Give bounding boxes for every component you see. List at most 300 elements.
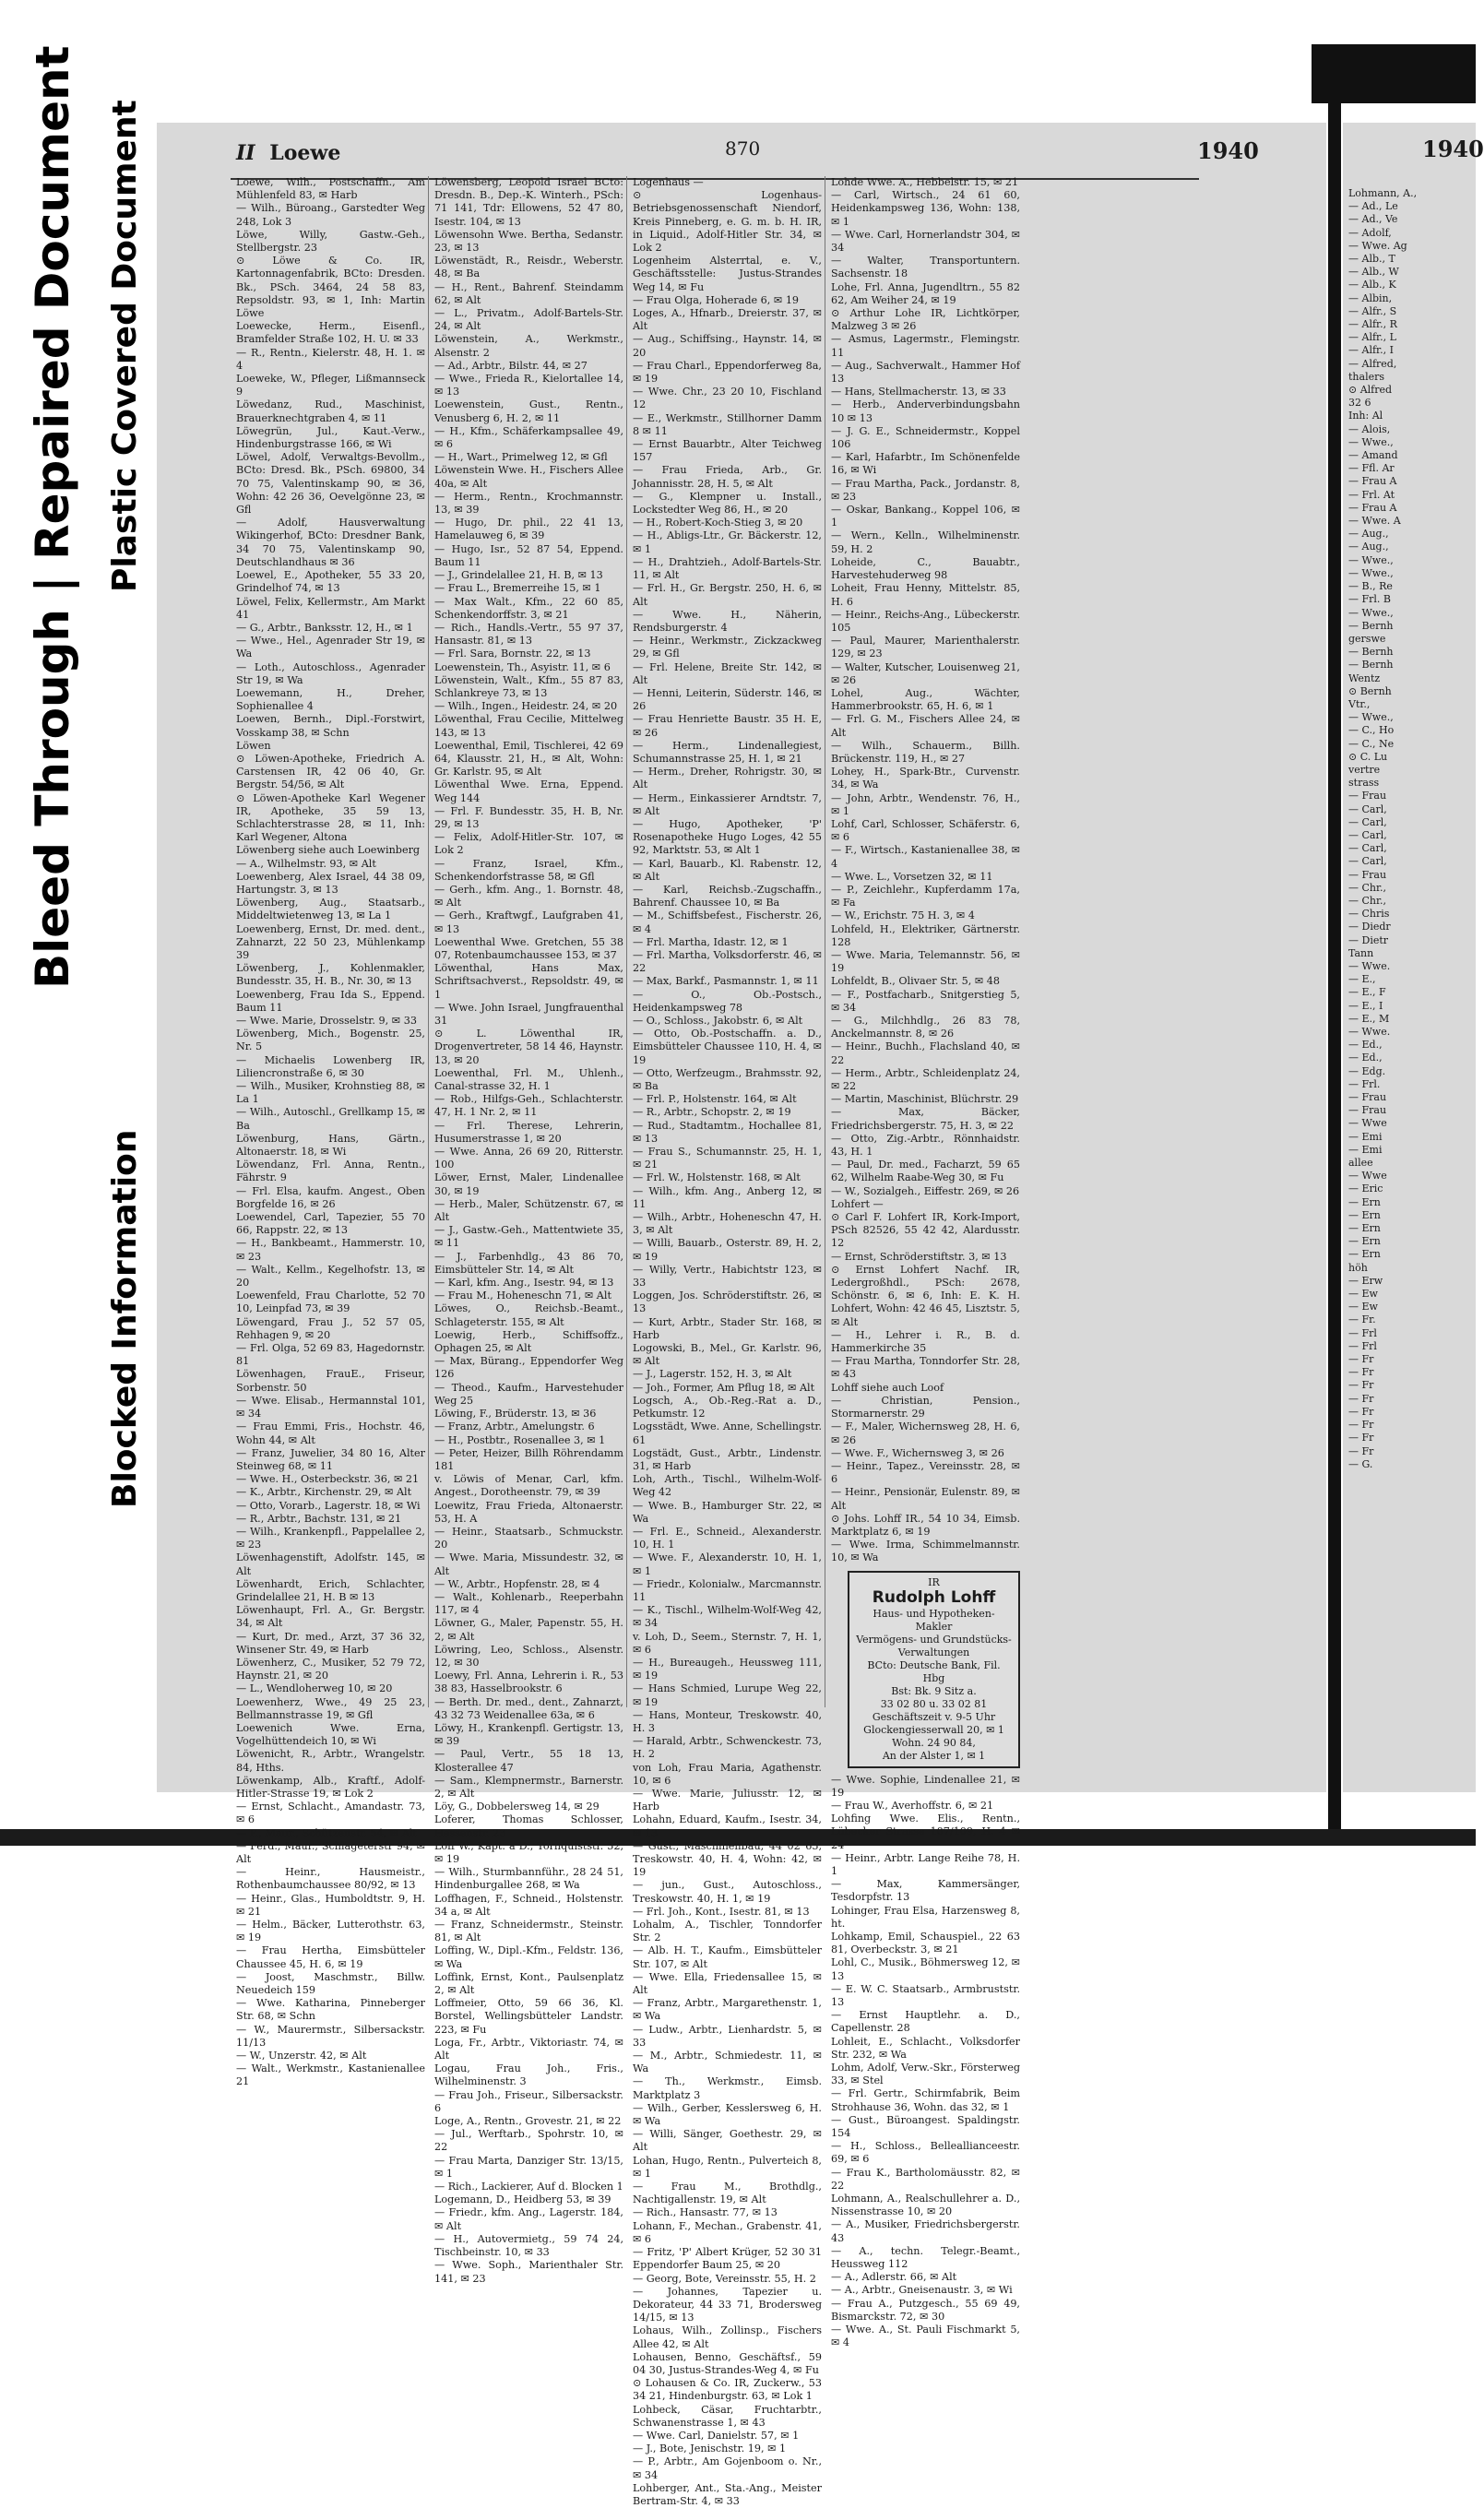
- adjacent-page-line: — Fr: [1348, 1419, 1374, 1432]
- directory-entry: Loewenherz, Wwe., 49 25 23, Bellmannstrasse 19, ✉ Gfl: [236, 1695, 425, 1721]
- directory-entry: — A., Musiker, Friedrichsbergerstr. 43: [831, 2218, 1020, 2244]
- advertisement-title: Rudolph Lohff: [872, 1587, 996, 1607]
- directory-entry: — Wilh., kfm. Ang., Anberg 12, ✉ 11: [633, 1184, 822, 1210]
- adjacent-page-line: — Emi: [1348, 1130, 1383, 1143]
- directory-entry: — Herm., Lindenallegiest, Schumannstrasse 25, H. 1, ✉ 21: [633, 739, 822, 765]
- directory-entry: — E., Werkmstr., Stillhorner Damm 8 ✉ 11: [633, 411, 822, 437]
- directory-entry: — Wwe. H., Näherin, Rendsburgerstr. 4: [633, 608, 822, 634]
- adjacent-page-line: — Wwe.: [1348, 1026, 1391, 1038]
- listing-column: [434, 176, 627, 2285]
- directory-entry: Logau, Frau Joh., Fris., Wilhelminenstr. 3: [434, 2062, 623, 2088]
- directory-entry: Loewemann, H., Dreher, Sophienallee 4: [236, 686, 425, 713]
- directory-entry: — Frl. Therese, Lehrerin, Husumerstrasse 1, ✉ 20: [434, 1119, 623, 1145]
- adjacent-page-line: — Bernh: [1348, 659, 1394, 672]
- directory-entry: — Frl. Gertr., Schirmfabrik, Beim Strohhause 36, Wohn. das 32, ✉ 1: [831, 2087, 1020, 2113]
- directory-entry: Löwel, Adolf, Verwaltgs-Bevollm., BCto: Dresd. Bk., PSch. 69800, 34 70 75, Valentinskamp 90, ✉ 36, Wohn: 42 26 36, Oevelgönne 23, ✉ Gfl: [236, 451, 425, 517]
- adjacent-page-line: — Carl,: [1348, 828, 1387, 841]
- directory-entry: Loffink, Ernst, Kont., Paulsenplatz 2, ✉ Alt: [434, 1970, 623, 1997]
- adjacent-page-line: — Alb., T: [1348, 253, 1395, 266]
- directory-entry: — Georg, Bote, Vereinsstr. 55, H. 2: [633, 2272, 816, 2285]
- directory-entry: Lohel, Aug., Wächter, Hammerbrookstr. 65, H. 6, ✉ 1: [831, 686, 1020, 713]
- directory-entry: — Karl, Reichsb.-Zugschaffn., Bahrenf. Chaussee 10, ✉ Ba: [633, 883, 822, 909]
- directory-entry: Logstädt, Gust., Arbtr., Lindenstr. 31, ✉ Harb: [633, 1446, 822, 1472]
- adjacent-page-line: — Alfr., I: [1348, 344, 1394, 357]
- directory-entry: — A., Adlerstr. 66, ✉ Alt: [831, 2271, 957, 2284]
- directory-entry: — H., Postbtr., Rosenallee 3, ✉ 1: [434, 1433, 606, 1446]
- advertisement-line: Glockengiesserwall 20, ✉ 1: [863, 1723, 1004, 1736]
- directory-entry: — jun., Gust., Autoschloss., Treskowstr. 40, H. 1, ✉ 19: [633, 1879, 822, 1905]
- directory-entry: — Frau K., Bartholomäusstr. 82, ✉ 22: [831, 2166, 1020, 2192]
- page-year: 1940: [1197, 137, 1259, 164]
- directory-entry: Loferer, Thomas Schlosser, Hessenstr. 23: [434, 1813, 623, 1839]
- directory-entry: — Gust., Maschinenbau, 44 02 65, Treskowstr. 40, H. 4, Wohn: 42, ✉ 19: [633, 1839, 822, 1879]
- directory-entry: Loges, A., Hfnarb., Dreierstr. 37, ✉ Alt: [633, 307, 822, 333]
- directory-entry: — Ernst Hauptlehr. a. D., Capellenstr. 28: [831, 2009, 1020, 2035]
- directory-entry: — Carl, Wirtsch., 24 61 60, Heidenkampsweg 136, Wohn: 138, ✉ 1: [831, 189, 1020, 228]
- adjacent-page-line: — Chr.,: [1348, 881, 1387, 894]
- directory-entry: — Wwe. John Israel, Jungfrauenthal 31: [434, 1001, 623, 1027]
- directory-entry: — Theod., Kaufm., Harvestehuder Weg 25: [434, 1381, 623, 1407]
- directory-entry: — Wwe., Frieda R., Kielortallee 14, ✉ 13: [434, 373, 623, 398]
- directory-entry: Lohl, C., Musik., Böhmersweg 12, ✉ 13: [831, 1956, 1020, 1982]
- adjacent-page-line: — Albin,: [1348, 291, 1393, 304]
- directory-entry: Lohleit, E., Schlacht., Volksdorfer Str. 232, ✉ Wa: [831, 2035, 1020, 2061]
- directory-entry: — R., Rentn., Kielerstr. 48, H. 1. ✉ 4: [236, 346, 425, 372]
- adjacent-page-line: — Ew: [1348, 1288, 1378, 1301]
- adjacent-page-line: — Wwe. Ag: [1348, 239, 1407, 252]
- directory-entry: ⊙ Löwe & Co. IR, Kartonnagenfabrik, BCto: Dresden. Bk., PSch. 3464, 24 58 83, Repsoldstr. 93, ✉ 1, Inh: Martin Löwe: [236, 255, 425, 320]
- directory-entry: — Wwe. Marie, Juliusstr. 12, ✉ Harb: [633, 1787, 822, 1813]
- directory-entry: Loge, A., Rentn., Grovestr. 21, ✉ 22: [434, 2115, 622, 2128]
- directory-entry: — Frau Olga, Hoherade 6, ✉ 19: [633, 293, 800, 306]
- advertisement-line: Wohn. 24 90 84,: [892, 1736, 976, 1749]
- directory-entry: — Karl, Bauarb., Kl. Rabenstr. 12, ✉ Alt: [633, 857, 822, 883]
- adjacent-page-line: — Ern: [1348, 1235, 1381, 1248]
- directory-entry: — Hans, Stellmacherstr. 13, ✉ 33: [831, 386, 1006, 398]
- directory-entry: — G., Klempner u. Install., Lockstedter Weg 86, H., ✉ 20: [633, 490, 822, 517]
- directory-entry: — Karl, Hafarbtr., Im Schönenfelde 16, ✉ Wi: [831, 451, 1020, 477]
- directory-entry: — Frau Martha, Pack., Jordanstr. 8, ✉ 23: [831, 477, 1020, 503]
- directory-entry: Lohberger, Ant., Sta.-Ang., Meister Bertram-Str. 4, ✉ 33: [633, 2481, 822, 2507]
- directory-entry: — L., Privatm., Adolf-Bartels-Str. 24, ✉ Alt: [434, 307, 623, 333]
- directory-entry: Logenhaus —: [633, 176, 704, 188]
- directory-entry: — Christian, Pension., Stormarnerstr. 29: [831, 1394, 1020, 1420]
- adjacent-page-line: — Ffl. Ar: [1348, 462, 1395, 475]
- adjacent-page-line: — Dietr: [1348, 933, 1389, 946]
- directory-entry: Löwenberg, J., Kohlenmakler, Bundesstr. 35, H. B., Nr. 30, ✉ 13: [236, 962, 425, 988]
- directory-entry: — Herb., Maler, Schützenstr. 67, ✉ Alt: [434, 1197, 623, 1224]
- directory-entry: — Walt., Werkmstr., Kastanienallee 21: [236, 2062, 425, 2088]
- directory-entry: Lohbeck, Cäsar, Fruchtarbtr., Schwanenstrasse 1, ✉ 43: [633, 2403, 822, 2429]
- directory-entry: — Wilh., Musiker, Krohnstieg 88, ✉ La 1: [236, 1080, 425, 1106]
- directory-entry: Loh, Arth., Tischl., Wilhelm-Wolf-Weg 42: [633, 1473, 822, 1499]
- directory-entry: — Wwe. Carl, Hornerlandstr 304, ✉ 34: [831, 228, 1020, 255]
- adjacent-page-line: — Eric: [1348, 1183, 1383, 1195]
- directory-entry: — Oskar, Bankang., Koppel 106, ✉ 1: [831, 504, 1020, 529]
- adjacent-page-line: — Frl.: [1348, 1077, 1381, 1090]
- directory-entry: v. Löwis of Menar, Carl, kfm. Angest., Dorotheenstr. 79, ✉ 39: [434, 1473, 623, 1499]
- directory-entry: Löwenherz, C., Musiker, 52 79 72, Haynstr. 21, ✉ 20: [236, 1656, 425, 1682]
- adjacent-page-line: — Bernh: [1348, 646, 1394, 659]
- directory-entry: — A., Arbtr., Gneisenaustr. 3, ✉ Wi: [831, 2284, 1013, 2297]
- directory-entry: — Friedr., Kolonialw., Marcmannstr. 11: [633, 1577, 822, 1603]
- directory-entry: — Wern., Kelln., Wilhelminenstr. 59, H. 2: [831, 529, 1020, 555]
- adjacent-page-line: — Frau: [1348, 1104, 1387, 1117]
- adjacent-page-line: — Ad., Le: [1348, 200, 1398, 213]
- directory-entry: — Karl, kfm. Ang., Isestr. 94, ✉ 13: [434, 1277, 614, 1290]
- directory-entry: Lohan, Hugo, Rentn., Pulverteich 8, ✉ 1: [633, 2154, 822, 2180]
- advertisement-line: IR: [928, 1575, 940, 1588]
- directory-entry: — H., Bureaugeh., Heussweg 111, ✉ 19: [633, 1656, 822, 1682]
- adjacent-page-line: — Chris: [1348, 908, 1390, 921]
- directory-entry: Löwenberg, Aug., Staatsarb., Middeltwietenweg 13, ✉ La 1: [236, 897, 425, 922]
- directory-entry: Lohey, H., Spark-Btr., Curvenstr. 34, ✉ Wa: [831, 766, 1020, 791]
- adjacent-page-year: 1940: [1422, 136, 1484, 162]
- directory-entry: — Frau Frieda, Arb., Gr. Johannisstr. 28, H. 5, ✉ Alt: [633, 464, 822, 490]
- adjacent-page-line: — Frl. At: [1348, 488, 1395, 501]
- adjacent-page-line: gerswe: [1348, 632, 1386, 645]
- directory-entry: — Frau L., Bremerreihe 15, ✉ 1: [434, 582, 601, 595]
- adjacent-page-line: — G.: [1348, 1457, 1373, 1470]
- directory-entry: — Max, Kammersänger, Tesdorpfstr. 13: [831, 1878, 1020, 1904]
- directory-entry: Lohaus, Wilh., Zollinsp., Fischers Allee 42, ✉ Alt: [633, 2324, 822, 2350]
- adjacent-page-line: — Ad., Ve: [1348, 213, 1398, 226]
- adjacent-page-line: vertre: [1348, 763, 1381, 776]
- directory-entry: ⊙ L. Löwenthal IR, Drogenvertreter, 58 14 46, Haynstr. 13, ✉ 20: [434, 1028, 623, 1066]
- directory-entry: Löwenthal Wwe. Erna, Eppend. Weg 144: [434, 779, 623, 804]
- adjacent-page-line: — Aug.,: [1348, 528, 1389, 541]
- adjacent-page-line: — Fr: [1348, 1432, 1374, 1444]
- directory-entry: — G., Arbtr., Banksstr. 12, H., ✉ 1: [236, 621, 413, 634]
- directory-entry: — Heinr., Hausmeistr., Rothenbaumchaussee 80/92, ✉ 13: [236, 1866, 425, 1892]
- adjacent-page-line: — Frau: [1348, 868, 1387, 881]
- directory-entry: — Paul, Dr. med., Facharzt, 59 65 62, Wilhelm Raabe-Weg 30, ✉ Fu: [831, 1159, 1020, 1184]
- directory-entry: — Frau Hertha, Eimsbütteler Chaussee 45, H. 6, ✉ 19: [236, 1944, 425, 1970]
- directory-entry: — J. G. E., Schneidermstr., Koppel 106: [831, 424, 1020, 451]
- directory-entry: — Frl. Martha, Volksdorferstr. 46, ✉ 22: [633, 948, 822, 975]
- directory-entry: — Franz, Schneidermstr., Steinstr. 81, ✉ Alt: [434, 1919, 623, 1944]
- advertisement-line: Geschäftszeit v. 9-5 Uhr: [872, 1710, 996, 1723]
- directory-entry: — Frl. H., Gr. Bergstr. 250, H. 6, ✉ Alt: [633, 582, 822, 608]
- adjacent-page-line: — Alfr., R: [1348, 318, 1397, 331]
- adjacent-page-line: — E.,: [1348, 973, 1376, 986]
- directory-entry: — Wwe. L., Vorsetzen 32, ✉ 11: [831, 870, 993, 883]
- directory-entry: Löwenkamp, Alb., Kraftf., Adolf-Hitler-Strasse 19, ✉ Lok 2: [236, 1774, 425, 1800]
- directory-entry: — Wwe. Chr., 23 20 10, Fischland 12: [633, 386, 822, 411]
- adjacent-page-line: Tann: [1348, 946, 1374, 959]
- directory-entry: — Paul, Maurer, Marienthalerstr. 129, ✉ 23: [831, 635, 1020, 660]
- directory-entry: — Paul, Vertr., 55 18 13, Klosterallee 47: [434, 1748, 623, 1774]
- adjacent-page-line: — Frl. B: [1348, 593, 1391, 606]
- adjacent-page-line: — Frl: [1348, 1339, 1377, 1352]
- adjacent-page-line: Lohmann, A.,: [1348, 187, 1418, 199]
- label-blocked-information: Blocked Information: [106, 1129, 144, 1508]
- directory-entry: — Heinr., Tapez., Vereinsstr. 28, ✉ 6: [831, 1459, 1020, 1486]
- directory-entry: — Wilh., Ingen., Heidestr. 24, ✉ 20: [434, 700, 618, 713]
- adjacent-page-line: — Frau: [1348, 790, 1387, 802]
- directory-entry: — Wilh., Büroang., Garstedter Weg 248, Lok 3: [236, 202, 425, 228]
- directory-entry: Lohmann, A., Realschullehrer a. D., Nissenstrasse 10, ✉ 20: [831, 2193, 1020, 2218]
- directory-entry: Loewenthal, Emil, Tischlerei, 42 69 64, Klausstr. 21, H., ✉ Alt, Wohn: Gr. Karlstr. 95, ✉ Alt: [434, 739, 623, 779]
- adjacent-page-line: — Fr: [1348, 1392, 1374, 1405]
- directory-entry: Loga, Fr., Arbtr., Viktoriastr. 74, ✉ Alt: [434, 2036, 623, 2062]
- adjacent-page-line: — Erw: [1348, 1274, 1383, 1287]
- directory-entry: ⊙ Ernst Lohfert Nachf. IR, Ledergroßhdl., PSch: 2678, Schönstr. 6, ✉ 6, Inh: E. K. H. Lohfert, Wohn: 42 46 45, Lisztstr. 5, ✉ Alt: [831, 1263, 1020, 1328]
- adjacent-page-line: — Wwe.,: [1348, 711, 1394, 724]
- adjacent-page-line: — E., M: [1348, 1012, 1390, 1025]
- directory-entry: — Rich., Hansastr. 77, ✉ 13: [633, 2206, 778, 2219]
- adjacent-page-line: — Aug.,: [1348, 541, 1389, 553]
- directory-entry: — Herm., Einkassierer Arndtstr. 7, ✉ Alt: [633, 791, 822, 817]
- directory-entry: — H., Wart., Primelweg 12, ✉ Gfl: [434, 451, 608, 464]
- directory-entry: — H., Abligs-Ltr., Gr. Bäckerstr. 12, ✉ 1: [633, 529, 822, 555]
- directory-entry: — Ferd., Maur., Schlageterstr 94, ✉ Alt: [236, 1839, 425, 1865]
- directory-entry: Lohahn, Eduard, Kaufm., Isestr. 34, ✉ 13: [633, 1813, 822, 1839]
- directory-entry: ⊙ Löwen-Apotheke, Friedrich A. Carstensen IR, 42 06 40, Gr. Bergstr. 54/56, ✉ Alt: [236, 752, 425, 791]
- adjacent-page-line: — Ed.,: [1348, 1039, 1383, 1052]
- directory-entry: — Frl. Elsa, kaufm. Angest., Oben Borgfelde 16, ✉ 26: [236, 1184, 425, 1210]
- adjacent-page-line: Wentz: [1348, 672, 1381, 684]
- directory-entry: — Franz, Arbtr., Margarethenstr. 1, ✉ Wa: [633, 1997, 822, 2023]
- directory-entry: — Wilh., Krankenpfl., Pappelallee 2, ✉ 23: [236, 1525, 425, 1551]
- directory-entry: — Wwe. A., St. Pauli Fischmarkt 5, ✉ 4: [831, 2324, 1020, 2349]
- directory-entry: Löwedanz, Rud., Maschinist, Brauerknechtgraben 4, ✉ 11: [236, 398, 425, 424]
- directory-entry: — Franz, Israel, Kfm., Schenkendorfstrasse 58, ✉ Gfl: [434, 857, 623, 883]
- directory-entry: — Walt., Kellm., Kegelhofstr. 13, ✉ 20: [236, 1263, 425, 1290]
- adjacent-page-line: — Alfred,: [1348, 357, 1397, 370]
- directory-entry: — J., Bote, Jenischstr. 19, ✉ 1: [633, 2443, 787, 2455]
- directory-entry: — Franz, Juwelier, 34 80 16, Alter Steinweg 68, ✉ 11: [236, 1446, 425, 1472]
- directory-entry: Löwegrün, Jul., Kaut.-Verw., Hindenburgstrasse 166, ✉ Wi: [236, 424, 425, 451]
- directory-entry: von Loh, Frau Maria, Agathenstr. 10, ✉ 6: [633, 1761, 822, 1787]
- directory-entry: — Willy, Vertr., Habichtstr 123, ✉ 33: [633, 1263, 822, 1290]
- directory-entry: — F., Maur., Schützenstr. 54, ✉ Alt: [236, 1826, 418, 1839]
- directory-entry: — Wwe. Marie, Drosselstr. 9, ✉ 33: [236, 1015, 417, 1027]
- directory-entry: — Martin, Maschinist, Blüchrstr. 29: [831, 1093, 1019, 1106]
- directory-entry: — Alb. H. T., Kaufm., Eimsbütteler Str. 107, ✉ Alt: [633, 1944, 822, 1970]
- directory-entry: Loffhagen, F., Schneid., Holstenstr. 34 a, ✉ Alt: [434, 1892, 623, 1918]
- directory-entry: Loewig, Herb., Schiffsoffz., Ophagen 25, ✉ Alt: [434, 1328, 623, 1355]
- advertisement-line: Vermögens- und Grundstücks-: [856, 1633, 1012, 1646]
- advertisement-line: Bst: Bk. 9 Sitz a.: [891, 1684, 977, 1697]
- directory-entry: Löwenicht, R., Arbtr., Wrangelstr. 84, Hths.: [236, 1748, 425, 1774]
- directory-entry: Lohfert —: [831, 1197, 884, 1210]
- directory-entry: Löy, G., Dobbelersweg 14, ✉ 29: [434, 1801, 600, 1813]
- directory-entry: — Walter, Kutscher, Louisenweg 21, ✉ 26: [831, 660, 1020, 686]
- directory-entry: — R., Arbtr., Schopstr. 2, ✉ 19: [633, 1106, 791, 1119]
- adjacent-page-line: — Wwe: [1348, 1117, 1387, 1130]
- directory-entry: — P., Zeichlehr., Kupferdamm 17a, ✉ Fa: [831, 883, 1020, 909]
- directory-entry: — H., Drahtzieh., Adolf-Bartels-Str. 11, ✉ Alt: [633, 555, 822, 582]
- directory-entry: — Wilh., Arbtr., Hoheneschn 47, H. 3, ✉ Alt: [633, 1211, 822, 1237]
- label-repaired-document: Repaired Document: [26, 45, 79, 560]
- directory-entry: Loewe, Wilh., Postschaffn., Am Mühlenfeld 83, ✉ Harb: [236, 176, 425, 202]
- directory-entry: — Helm., Bäcker, Lutterothstr. 63, ✉ 19: [236, 1919, 425, 1944]
- adjacent-page-line: — Fr: [1348, 1379, 1374, 1392]
- directory-entry: Loggen, Jos. Schröderstiftstr. 26, ✉ 13: [633, 1290, 822, 1315]
- directory-entry: — Frl. Martha, Idastr. 12, ✉ 1: [633, 935, 789, 948]
- directory-entry: — John, Arbtr., Wendenstr. 76, H., ✉ 1: [831, 791, 1020, 817]
- directory-entry: — Wwe. Sophie, Lindenallee 21, ✉ 19: [831, 1773, 1020, 1799]
- directory-entry: Löwenhaupt, Frl. A., Gr. Bergstr. 34, ✉ Alt: [236, 1604, 425, 1630]
- directory-entry: — O., Ob.-Postsch., Heidenkampsweg 78: [633, 988, 822, 1014]
- directory-entry: — H., Schloss., Belleallianceestr. 69, ✉ 6: [831, 2140, 1020, 2166]
- directory-entry: — L., Wendloherweg 10, ✉ 20: [236, 1682, 393, 1695]
- directory-entry: — W., Erichstr. 75 H. 3, ✉ 4: [831, 909, 975, 922]
- directory-entry: — Ludw., Arbtr., Lienhardstr. 5, ✉ 33: [633, 2023, 822, 2049]
- directory-entry: Löwenburg, Hans, Gärtn., Altonaerstr. 18, ✉ Wi: [236, 1132, 425, 1159]
- directory-entry: Loewenberg, Frau Ida S., Eppend. Baum 11: [236, 988, 425, 1014]
- directory-entry: Loewen, Bernh., Dipl.-Forstwirt, Vosskamp 38, ✉ Schn: [236, 713, 425, 739]
- directory-entry: — Frl. Sara, Bornstr. 22, ✉ 13: [434, 648, 591, 660]
- directory-entry: — A., Wilhelmstr. 93, ✉ Alt: [236, 857, 376, 870]
- adjacent-page-line: — Fr: [1348, 1366, 1374, 1379]
- directory-entry: — J., Grindelallee 21, H. B, ✉ 13: [434, 569, 603, 582]
- directory-entry: Löwenhardt, Erich, Schlachter, Grindelallee 21, H. B ✉ 13: [236, 1577, 425, 1603]
- directory-entry: Lohfing Wwe. Elis., Rentn., Lübecker Strasse 107/109, H. 4 ✉ 24: [831, 1813, 1020, 1851]
- directory-entry: — Michaelis Lowenberg IR, Liliencronstraße 6, ✉ 30: [236, 1053, 425, 1079]
- directory-entry: Löwel, Felix, Kellermstr., Am Markt 41: [236, 595, 425, 621]
- directory-entry: — Willi, Sänger, Goethestr. 29, ✉ Alt: [633, 2128, 822, 2154]
- directory-entry: — Heinr., Pensionär, Eulenstr. 89, ✉ Alt: [831, 1486, 1020, 1512]
- directory-entry: — Heinr., Werkmstr., Zickzackweg 29, ✉ Gfl: [633, 635, 822, 660]
- directory-entry: — Rich., Handls.-Vertr., 55 97 37, Hansastr. 81, ✉ 13: [434, 621, 623, 648]
- directory-entry: — Heinr., Arbtr. Lange Reihe 78, H. 1: [831, 1851, 1020, 1877]
- directory-entry: — Aug., Schiffsing., Haynstr. 14, ✉ 20: [633, 333, 822, 359]
- listing-column: [831, 176, 1023, 2349]
- directory-entry: ⊙ Carl F. Lohfert IR, Kork-Import, PSch 82526, 55 42 42, Alardusstr. 12: [831, 1211, 1020, 1250]
- directory-entry: Logsch, A., Ob.-Reg.-Rat a. D., Petkumstr. 12: [633, 1394, 822, 1420]
- adjacent-page-line: — Ern: [1348, 1222, 1381, 1235]
- directory-entry: Löwenhagen, FrauE., Friseur, Sorbenstr. 50: [236, 1368, 425, 1394]
- adjacent-page-line: — Wwe: [1348, 1170, 1387, 1183]
- directory-entry: — F., Maler, Wichernsweg 28, H. 6, ✉ 26: [831, 1420, 1020, 1446]
- directory-entry: — Frl. Joh., Kont., Isestr. 81, ✉ 13: [633, 1905, 810, 1918]
- directory-entry: — Ernst, Schröderstiftstr. 3, ✉ 13: [831, 1250, 1007, 1263]
- directory-entry: Loheit, Frau Henny, Mittelstr. 85, H. 6: [831, 582, 1020, 608]
- adjacent-page-line: — Fr: [1348, 1444, 1374, 1457]
- directory-entry: Löwendanz, Frl. Anna, Rentn., Fährstr. 9: [236, 1159, 425, 1184]
- directory-entry: Löwes, O., Reichsb.-Beamt., Schlageterstr. 155, ✉ Alt: [434, 1302, 623, 1328]
- directory-entry: Löwensberg, Leopold Israel BCto: Dresdn. B., Dep.-K. Winterh., PSch: 71 141, Tdr: Ellowens, 52 47 80, Isestr. 104, ✉ 13: [434, 176, 623, 228]
- directory-entry: — Fritz, 'P' Albert Krüger, 52 30 31 Eppendorfer Baum 25, ✉ 20: [633, 2246, 822, 2272]
- directory-entry: — Friedr., kfm. Ang., Lagerstr. 184, ✉ Alt: [434, 2206, 623, 2232]
- directory-entry: Löwenthal, Hans Max, Schriftsachverst., Repsoldstr. 49, ✉ 1: [434, 962, 623, 1001]
- adjacent-page-line: — Fr.: [1348, 1313, 1376, 1326]
- adjacent-page-line: — Alb., K: [1348, 279, 1396, 291]
- directory-entry: ⊙ Lohausen & Co. IR, Zuckerw., 53 34 21, Hindenburgstr. 63, ✉ Lok 1: [633, 2377, 822, 2403]
- directory-entry: Lohff siehe auch Loof: [831, 1381, 944, 1394]
- adjacent-page-line: — Alb., W: [1348, 266, 1399, 279]
- directory-entry: v. Loh, D., Seem., Sternstr. 7, H. 1, ✉ 6: [633, 1630, 822, 1656]
- directory-entry: Lohalm, A., Tischler, Tonndorfer Str. 2: [633, 1919, 822, 1944]
- directory-entry: ⊙ Johs. Lohff IR., 54 10 34, Eimsb. Marktplatz 6, ✉ 19: [831, 1512, 1020, 1538]
- adjacent-page-line: — Ern: [1348, 1208, 1381, 1221]
- directory-entry: — Frau Charl., Eppendorferweg 8a, ✉ 19: [633, 359, 822, 386]
- directory-entry: Loewenich Wwe. Erna, Vogelhüttendeich 10, ✉ Wi: [236, 1721, 425, 1748]
- directory-entry: — J., Farbenhdlg., 43 86 70, Eimsbütteler Str. 14, ✉ Alt: [434, 1250, 623, 1276]
- directory-entry: — Wwe. Soph., Marienthaler Str. 141, ✉ 23: [434, 2259, 623, 2285]
- adjacent-page-line: — Wwe. A: [1348, 515, 1401, 528]
- directory-entry: — Wwe. B., Hamburger Str. 22, ✉ Wa: [633, 1499, 822, 1525]
- directory-entry: Lohkamp, Emil, Schauspiel., 22 63 81, Overbeckstr. 3, ✉ 21: [831, 1930, 1020, 1956]
- directory-entry: Löwer, Ernst, Maler, Lindenallee 30, ✉ 19: [434, 1171, 623, 1197]
- directory-entry: — Rich., Lackierer, Auf d. Blocken 1: [434, 2181, 623, 2193]
- directory-entry: — W., Unzerstr. 42, ✉ Alt: [236, 2050, 367, 2062]
- directory-entry: Loewenstein, Gust., Rentn., Venusberg 6, H. 2, ✉ 11: [434, 398, 623, 424]
- directory-entry: — Frau S., Schumannstr. 25, H. 1, ✉ 21: [633, 1146, 822, 1171]
- directory-entry: — A., techn. Telegr.-Beamt., Heussweg 112: [831, 2244, 1020, 2271]
- directory-entry: — Wwe. Maria, Telemannstr. 56, ✉ 19: [831, 948, 1020, 975]
- directory-entry: Löwenstein, A., Werkmstr., Alsenstr. 2: [434, 333, 623, 359]
- directory-entry: — Johannes, Tapezier u. Dekorateur, 44 33 71, Brodersweg 14/15, ✉ 13: [633, 2285, 822, 2324]
- directory-entry: Löwengard, Frau J., 52 57 05, Rehhagen 9, ✉ 20: [236, 1315, 425, 1341]
- adjacent-page-line: — Wwe.,: [1348, 553, 1394, 566]
- directory-entry: — Rob., Hilfgs-Geh., Schlachterstr. 47, H. 1 Nr. 2, ✉ 11: [434, 1093, 623, 1119]
- directory-entry: Löwenhagenstift, Adolfstr. 145, ✉ Alt: [236, 1551, 425, 1577]
- adjacent-page-line: höh: [1348, 1261, 1368, 1274]
- directory-entry: — Berth. Dr. med., dent., Zahnarzt, 43 32 73 Weidenallee 63a, ✉ 6: [434, 1695, 623, 1721]
- adjacent-page-line: — Wwe.,: [1348, 606, 1394, 619]
- directory-entry: — Herm., Rentn., Krochmannstr. 13, ✉ 39: [434, 490, 623, 517]
- directory-entry: Loewecke, Herm., Eisenfl., Bramfelder Straße 102, H. U. ✉ 33: [236, 320, 425, 346]
- directory-entry: Loffing, W., Dipl.-Kfm., Feldstr. 136, ✉ Wa: [434, 1944, 623, 1970]
- adjacent-page-line: — Alfr., L: [1348, 331, 1396, 344]
- adjacent-page-line: — Ed.,: [1348, 1052, 1383, 1064]
- directory-entry: — Wwe. Irma, Schimmelmannstr. 10, ✉ Wa: [831, 1539, 1020, 1564]
- listing-column: [236, 176, 429, 2088]
- directory-entry: — Wwe. Katharina, Pinneberger Str. 68, ✉ Schn: [236, 1997, 425, 2023]
- directory-entry: — F., Postfacharb., Snitgerstieg 5, ✉ 34: [831, 988, 1020, 1014]
- advertisement-line: Haus- und Hypotheken-Makler: [873, 1607, 995, 1633]
- directory-entry: — Aug., Sachverwalt., Hammer Hof 13: [831, 359, 1020, 386]
- adjacent-page-line: — B., Re: [1348, 580, 1393, 593]
- directory-entry: — Max, Bürang., Eppendorfer Weg 126: [434, 1355, 623, 1381]
- directory-entry: — Adolf, Hausverwaltung Wikingerhof, BCto: Dresdner Bank, 34 70 75, Valentinskamp 90, Deutschlandhaus ✉ 36: [236, 517, 425, 568]
- directory-entry: Loewenfeld, Frau Charlotte, 52 70 10, Leinpfad 73, ✉ 39: [236, 1290, 425, 1315]
- label-bleed-through: Bleed Through: [26, 609, 79, 989]
- adjacent-page-strip: [1343, 123, 1484, 1792]
- directory-entry: Loewenberg, Ernst, Dr. med. dent., Zahnarzt, 22 50 23, Mühlenkamp 39: [236, 922, 425, 961]
- directory-entry: — Wwe. F., Alexanderstr. 10, H. 1, ✉ 1: [633, 1551, 822, 1577]
- directory-entry: Logemann, D., Heidberg 53, ✉ 39: [434, 2193, 611, 2206]
- directory-entry: — Frau Joh., Friseur., Silbersackstr. 6: [434, 2088, 623, 2114]
- directory-entry: Lohde Wwe. A., Hebbelstr. 15, ✉ 21: [831, 176, 1019, 188]
- directory-entry: Löwy, H., Krankenpfl. Gertigstr. 13, ✉ 39: [434, 1721, 623, 1748]
- directory-entry: — Kurt, Arbtr., Stader Str. 168, ✉ Harb: [633, 1315, 822, 1341]
- directory-entry: — Frau M., Hoheneschn 71, ✉ Alt: [434, 1290, 611, 1302]
- directory-entry: — Otto, Zig.-Arbtr., Rönnhaidstr. 43, H. 1: [831, 1132, 1020, 1159]
- listing-column: [633, 176, 825, 2507]
- directory-entry: Loheide, C., Bauabtr., Harvestehuderweg 98: [831, 555, 1020, 582]
- adjacent-page-line: — E., F: [1348, 986, 1386, 999]
- directory-entry: — Hugo, Apotheker, 'P' Rosenapotheke Hugo Loges, 42 55 92, Marktstr. 53, ✉ Alt 1: [633, 817, 822, 857]
- adjacent-page-line: — Frau A: [1348, 475, 1397, 488]
- directory-entry: Loewenthal Wwe. Gretchen, 55 38 07, Rotenbaumchaussee 153, ✉ 37: [434, 935, 623, 961]
- directory-entry: Lohann, F., Mechan., Grabenstr. 41, ✉ 6: [633, 2219, 822, 2245]
- directory-entry: — Gerh., Kraftwgf., Laufgraben 41, ✉ 13: [434, 909, 623, 935]
- directory-entry: — Frau Emmi, Fris., Hochstr. 46, Wohn 44, ✉ Alt: [236, 1420, 425, 1446]
- directory-entry: — Frau Henriette Baustr. 35 H. E, ✉ 26: [633, 713, 822, 739]
- directory-entry: — Jul., Werftarb., Spohrstr. 10, ✉ 22: [434, 2128, 623, 2154]
- adjacent-page-line: — Carl,: [1348, 842, 1387, 855]
- adjacent-page-line: — Amand: [1348, 449, 1398, 462]
- directory-entry: Löwenstein, Walt., Kfm., 55 87 83, Schlankreye 73, ✉ 13: [434, 673, 623, 699]
- directory-entry: Löwenstein Wwe. H., Fischers Allee 40a, ✉ Alt: [434, 464, 623, 490]
- directory-entry: — O., Schloss., Jakobstr. 6, ✉ Alt: [633, 1015, 803, 1027]
- adjacent-page-line: — Ew: [1348, 1301, 1378, 1313]
- advertisement-line: 33 02 80 u. 33 02 81: [880, 1697, 988, 1710]
